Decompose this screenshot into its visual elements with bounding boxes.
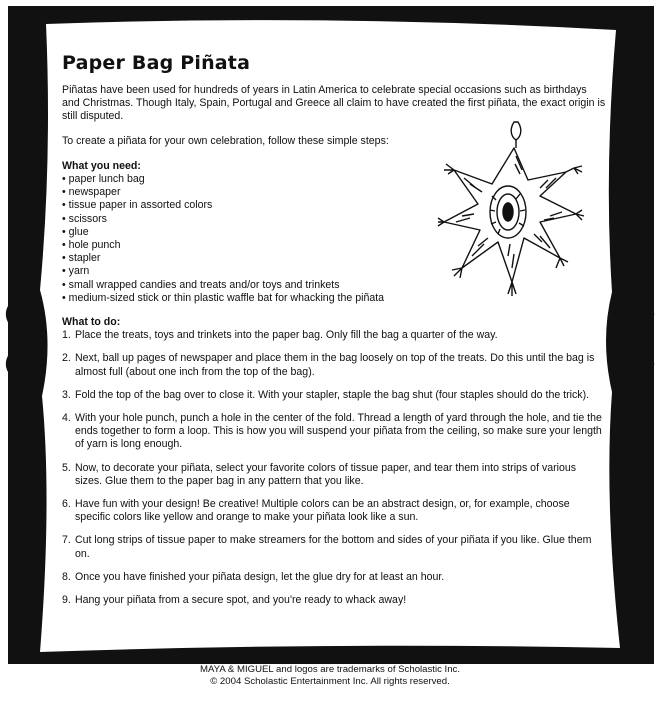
step-item bbox=[62, 412, 607, 452]
steps-list bbox=[62, 329, 607, 607]
needs-item: • yarn bbox=[62, 265, 607, 278]
step-item bbox=[62, 462, 607, 488]
needs-heading: What you need: bbox=[62, 159, 141, 172]
needs-item: • newspaper bbox=[62, 186, 607, 199]
page-title: Paper Bag Piñata bbox=[62, 52, 251, 74]
needs-item: • small wrapped candies and treats and/or toys and trinkets bbox=[62, 279, 607, 292]
lead-paragraph: To create a piñata for your own celebration, follow these simple steps: bbox=[62, 134, 389, 147]
step-text: Have fun with your design! Be creative! Multiple colors can be an abstract design, or, for example, choose specific colors like yellow and orange to make your piñata look like a sun. bbox=[75, 498, 570, 524]
step-item bbox=[62, 534, 607, 560]
star-pinata-illustration bbox=[436, 118, 586, 308]
step-number: 3. bbox=[62, 388, 71, 401]
footer bbox=[0, 664, 660, 688]
step-text: Place the treats, toys and trinkets into the paper bag. Only fill the bag a quarter of the way. bbox=[75, 329, 498, 342]
step-number: 5. bbox=[62, 461, 71, 474]
step-text: Once you have finished your piñata design, let the glue dry for at least an hour. bbox=[75, 570, 445, 583]
step-number: 4. bbox=[62, 412, 71, 425]
needs-item: • paper lunch bag bbox=[62, 173, 607, 186]
needs-item: • scissors bbox=[62, 213, 607, 226]
step-text: Now, to decorate your piñata, select your favorite colors of tissue paper, and tear them into strips of various sizes. Glue them to the paper bag in any pattern that you like. bbox=[75, 461, 577, 487]
copyright-notice: © 2004 Scholastic Entertainment Inc. All rights reserved. bbox=[210, 676, 450, 687]
trademark-notice: MAYA & MIGUEL and logos are trademarks of Scholastic Inc. bbox=[199, 664, 461, 675]
step-item bbox=[62, 571, 607, 584]
step-number: 9. bbox=[62, 594, 71, 607]
step-item bbox=[62, 329, 607, 342]
step-number: 8. bbox=[62, 570, 71, 583]
step-item bbox=[62, 498, 607, 524]
step-number: 7. bbox=[62, 534, 71, 547]
needs-item: • stapler bbox=[62, 252, 607, 265]
steps-heading: What to do: bbox=[62, 316, 121, 329]
step-item bbox=[62, 594, 607, 607]
step-text: Cut long strips of tissue paper to make streamers for the bottom and sides of your piñata if you like. Glue them on. bbox=[75, 534, 592, 560]
needs-item: • tissue paper in assorted colors bbox=[62, 199, 607, 212]
step-text: Fold the top of the bag over to close it. With your stapler, staple the bag shut (four staples should do the trick). bbox=[75, 388, 590, 401]
step-text: Next, ball up pages of newspaper and place them in the bag loosely on top of the treats. Do this until the bag is almost full (about one inch from the top of the bag). bbox=[75, 352, 595, 378]
step-item bbox=[62, 352, 607, 378]
step-number: 2. bbox=[62, 352, 71, 365]
step-number: 1. bbox=[62, 329, 71, 342]
intro-paragraph: Piñatas have been used for hundreds of years in Latin America to celebrate special occasions such as birthdays and Christmas. Though Italy, Spain, Portugal and Greece all claim to have created the first piñata, the exact origin is still disputed. bbox=[62, 84, 606, 123]
step-text: With your hole punch, punch a hole in the center of the fold. Thread a length of yard through the hole, and tie the ends together to form a loop. This is how you will suspend your piñata from the ceiling, so make sure your length of yarn is long enough. bbox=[75, 412, 602, 451]
needs-item: • glue bbox=[62, 226, 607, 239]
step-number: 6. bbox=[62, 498, 71, 511]
step-text: Hang your piñata from a secure spot, and you're ready to whack away! bbox=[75, 594, 407, 607]
step-item bbox=[62, 389, 607, 402]
needs-item: • hole punch bbox=[62, 239, 607, 252]
needs-item: • medium-sized stick or thin plastic waffle bat for whacking the piñata bbox=[62, 292, 607, 305]
